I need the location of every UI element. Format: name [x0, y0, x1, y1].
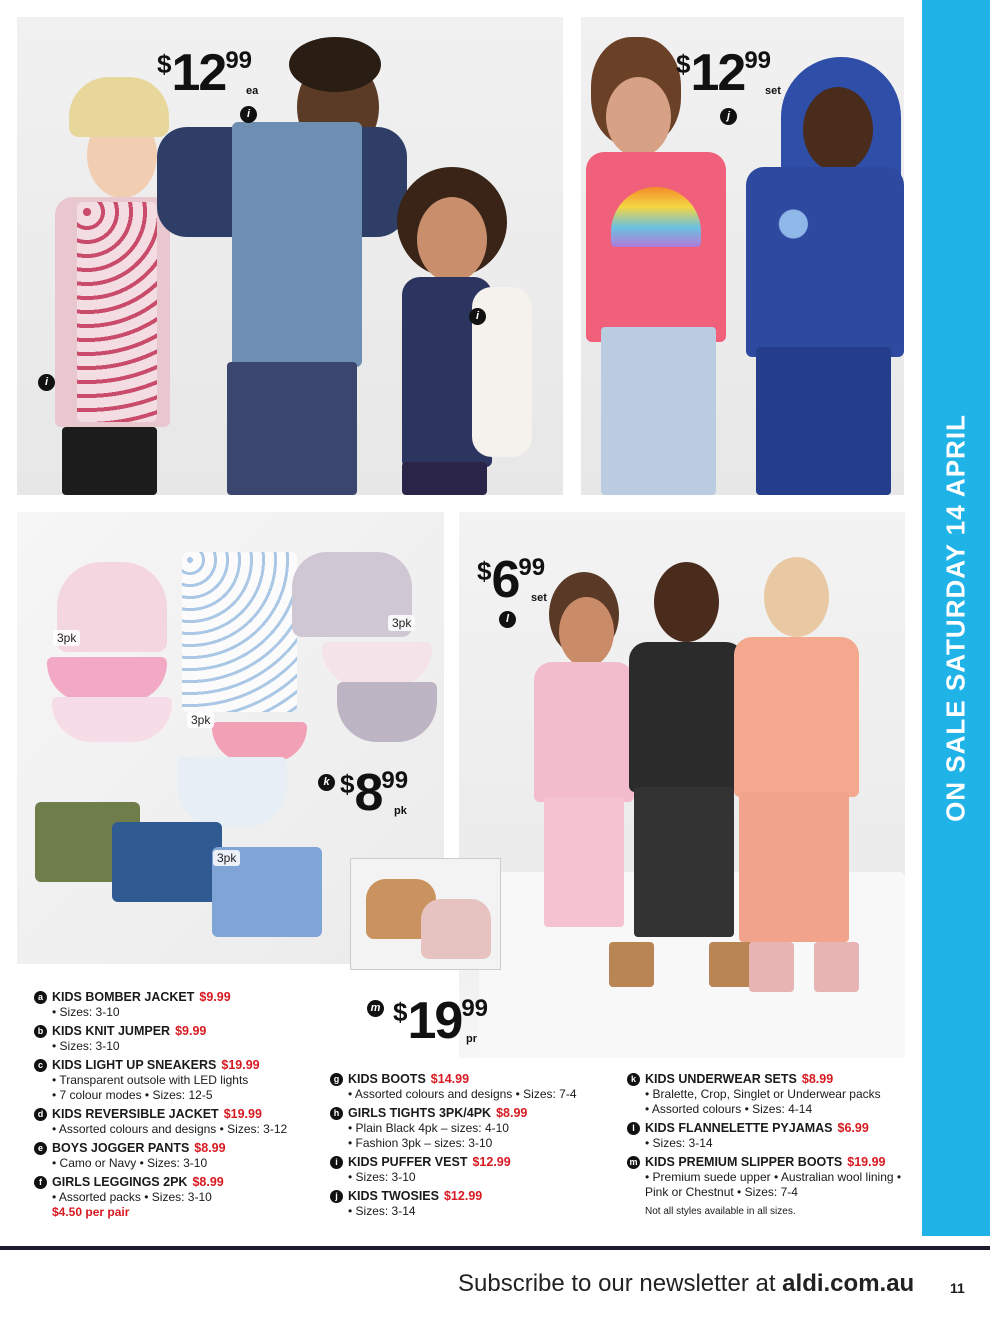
- product-price: $8.99: [801, 1072, 834, 1086]
- product-title: [34, 990, 334, 1005]
- product-detail: • Fashion 3pk – sizes: 3-10: [348, 1136, 620, 1151]
- product-letter-badge: m: [627, 1156, 640, 1169]
- product-title: [34, 1024, 334, 1039]
- product-item-e: [34, 1141, 334, 1171]
- price-vests: $1299 ea: [157, 44, 259, 102]
- product-item-b: [34, 1024, 334, 1054]
- side-banner: [922, 0, 990, 1236]
- product-item-m: [627, 1155, 917, 1200]
- briefs-pink: [47, 657, 167, 702]
- product-letter-badge: k: [627, 1073, 640, 1086]
- product-detail: • Camo or Navy • Sizes: 3-10: [52, 1156, 334, 1171]
- badge-girl-vest: i: [38, 374, 55, 391]
- product-price: $8.99: [194, 1141, 226, 1155]
- product-detail: • Assorted colours and designs • Sizes: 7-4: [348, 1087, 620, 1102]
- product-price: $12.99: [472, 1155, 511, 1169]
- product-letter-badge: c: [34, 1059, 47, 1072]
- slipper-pink: [421, 899, 491, 959]
- product-detail: • 7 colour modes • Sizes: 12-5: [52, 1088, 334, 1103]
- briefs-grey: [337, 682, 437, 742]
- product-price: $14.99: [430, 1072, 470, 1086]
- product-title: [627, 1121, 917, 1136]
- product-item-l: [627, 1121, 917, 1151]
- product-name: GIRLS LEGGINGS 2PK: [52, 1175, 188, 1189]
- product-detail: • Assorted packs • Sizes: 3-10: [52, 1190, 334, 1205]
- product-title: [627, 1072, 917, 1087]
- badge-small-girl-vest: i: [469, 308, 486, 325]
- product-name: KIDS FLANNELETTE PYJAMAS: [645, 1121, 833, 1135]
- product-price: $9.99: [175, 1024, 207, 1038]
- product-price: $19.99: [847, 1155, 886, 1169]
- product-list-col3: [627, 1072, 917, 1219]
- product-letter-badge: i: [330, 1156, 343, 1169]
- footnote: Not all styles available in all sizes.: [645, 1206, 796, 1217]
- product-detail: • Premium suede upper • Australian wool lining • Pink or Chestnut • Sizes: 7-4: [645, 1170, 917, 1200]
- price-pyjamas: $699 set: [477, 551, 547, 609]
- footer-newsletter: [458, 1270, 914, 1298]
- product-title: [330, 1189, 620, 1204]
- product-letter-badge: b: [34, 1025, 47, 1038]
- product-title: [330, 1155, 620, 1170]
- product-list-col2: [330, 1072, 620, 1223]
- product-detail: • Sizes: 3-10: [52, 1005, 334, 1020]
- page-number: 11: [950, 1280, 965, 1296]
- photo-pyjamas: [459, 512, 905, 1058]
- product-name: GIRLS TIGHTS 3PK/4PK: [348, 1106, 492, 1120]
- product-price: $12.99: [443, 1189, 483, 1203]
- product-letter-badge: j: [330, 1190, 343, 1203]
- product-letter-badge: g: [330, 1073, 343, 1086]
- product-detail: • Sizes: 3-14: [348, 1204, 620, 1219]
- product-letter-badge: h: [330, 1107, 343, 1120]
- product-price: $6.99: [837, 1121, 869, 1135]
- product-price: $9.99: [199, 990, 231, 1004]
- briefs-print: [177, 757, 287, 827]
- badge-price-pyjamas: l: [499, 611, 516, 628]
- product-name: KIDS BOOTS: [348, 1072, 426, 1086]
- photo-kids-vests: [17, 17, 563, 495]
- product-detail: • Sizes: 3-10: [52, 1039, 334, 1054]
- product-detail: • Bralette, Crop, Singlet or Underwear packs: [645, 1087, 917, 1102]
- product-title: [330, 1072, 620, 1087]
- product-price: $19.99: [223, 1107, 262, 1121]
- product-item-d: [34, 1107, 334, 1137]
- product-name: KIDS REVERSIBLE JACKET: [52, 1107, 219, 1121]
- price-underwear: $899 pk: [340, 764, 409, 822]
- product-item-c: [34, 1058, 334, 1103]
- singlet: [182, 552, 297, 712]
- product-detail: • Plain Black 4pk – sizes: 4-10: [348, 1121, 620, 1136]
- side-banner-text: ON SALE SATURDAY 14 APRIL: [940, 414, 971, 822]
- footer-link[interactable]: aldi.com.au: [782, 1270, 915, 1297]
- badge-price-slippers: m: [367, 1000, 384, 1017]
- product-title: [34, 1141, 334, 1156]
- product-detail: • Sizes: 3-14: [645, 1136, 917, 1151]
- product-detail: • Assorted colours • Sizes: 4-14: [645, 1102, 917, 1117]
- photo-twosies: [581, 17, 904, 495]
- product-name: KIDS LIGHT UP SNEAKERS: [52, 1058, 217, 1072]
- price-slippers: $1999 pr: [393, 992, 489, 1050]
- product-letter-badge: a: [34, 991, 47, 1004]
- product-item-f: [34, 1175, 334, 1220]
- product-letter-badge: e: [34, 1142, 47, 1155]
- product-unit-price: $4.50 per pair: [52, 1205, 130, 1219]
- product-item-i: [330, 1155, 620, 1185]
- product-item-g: [330, 1072, 620, 1102]
- product-name: KIDS UNDERWEAR SETS: [645, 1072, 797, 1086]
- product-detail: • Assorted colours and designs • Sizes: 3-12: [52, 1122, 334, 1137]
- product-name: KIDS KNIT JUMPER: [52, 1024, 171, 1038]
- product-title: [330, 1106, 620, 1121]
- product-list-col1: [34, 990, 334, 1224]
- price-twosies: $1299 set: [676, 44, 781, 102]
- product-title: [34, 1058, 334, 1073]
- product-price: $8.99: [192, 1175, 224, 1189]
- label-briefs-pack: 3pk: [187, 712, 214, 728]
- product-item-h: [330, 1106, 620, 1151]
- photo-slippers: [350, 858, 501, 970]
- product-price: $8.99: [496, 1106, 528, 1120]
- product-name: BOYS JOGGER PANTS: [52, 1141, 190, 1155]
- label-trunks-pack: 3pk: [213, 850, 240, 866]
- product-detail: • Sizes: 3-10: [348, 1170, 620, 1185]
- footer-rule: [0, 1246, 990, 1250]
- product-title: [627, 1155, 917, 1170]
- product-item-a: [34, 990, 334, 1020]
- product-price: $19.99: [221, 1058, 260, 1072]
- product-item-k: [627, 1072, 917, 1117]
- product-letter-badge: l: [627, 1122, 640, 1135]
- badge-price-twosies: j: [720, 108, 737, 125]
- product-name: KIDS PUFFER VEST: [348, 1155, 468, 1169]
- product-title: [34, 1175, 334, 1190]
- product-name: KIDS BOMBER JACKET: [52, 990, 195, 1004]
- product-detail: • Transparent outsole with LED lights: [52, 1073, 334, 1088]
- product-letter-badge: d: [34, 1108, 47, 1121]
- product-name: KIDS TWOSIES: [348, 1189, 439, 1203]
- product-name: KIDS PREMIUM SLIPPER BOOTS: [645, 1155, 843, 1169]
- product-item-j: [330, 1189, 620, 1219]
- trunks-navy: [112, 822, 222, 902]
- badge-price-underwear: k: [318, 774, 335, 791]
- footer-text: Subscribe to our newsletter at: [458, 1270, 783, 1297]
- product-title: [34, 1107, 334, 1122]
- badge-price-vests: i: [240, 106, 257, 123]
- label-crop-pack: 3pk: [388, 615, 415, 631]
- label-bra-pack: 3pk: [53, 630, 80, 646]
- product-letter-badge: f: [34, 1176, 47, 1189]
- briefs-light: [52, 697, 172, 742]
